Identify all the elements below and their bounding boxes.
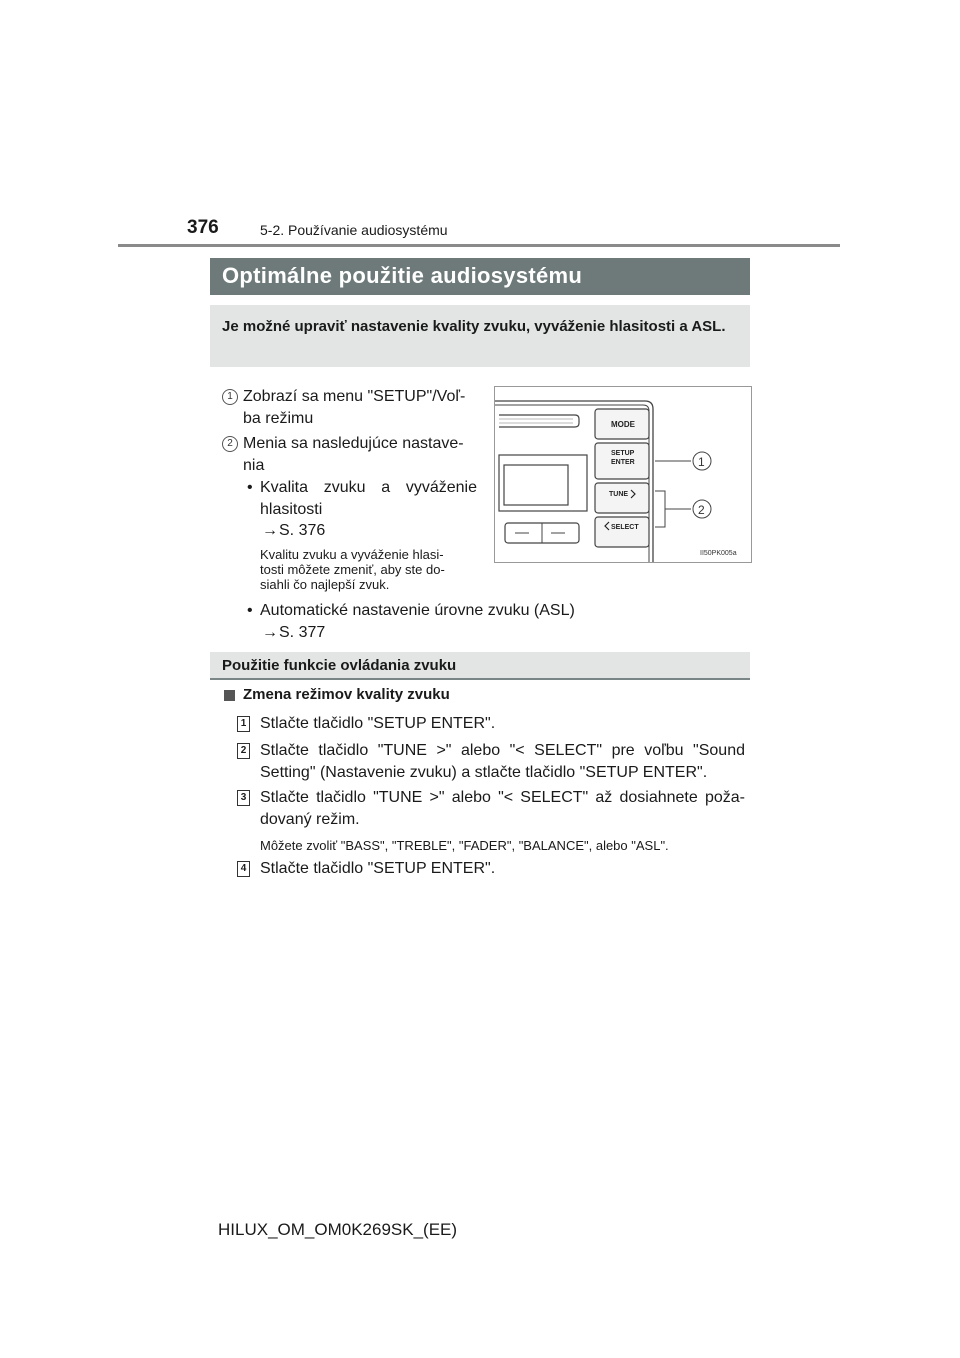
bullet-2-ref: S. 377 (279, 624, 326, 641)
bullet-dot: • (247, 602, 253, 619)
step-4-text: Stlačte tlačidlo "SETUP ENTER". (260, 860, 496, 877)
step-3-line2: dovaný režim. (260, 811, 360, 828)
mode-label: MODE (611, 420, 635, 429)
bullet-1-note-line3: siahli čo najlepší zvuk. (260, 577, 390, 592)
bullet-1-ref: S. 376 (279, 522, 326, 539)
intro-text: Je možné upraviť nastavenie kvality zvuku, vyváženie hlasitosti a ASL. (222, 318, 726, 335)
cd-slot (499, 415, 579, 427)
section-label: 5-2. Používanie audiosystému (260, 222, 448, 238)
audio-panel-figure (494, 386, 752, 563)
tune-label: TUNE (609, 491, 629, 498)
step-number-2: 2 (237, 743, 250, 759)
select-label: SELECT (611, 524, 639, 531)
arrow-icon: → (262, 624, 278, 641)
display-screen (504, 465, 568, 505)
bullet-1-line1: Kvalita zvuku a vyváženie (260, 479, 477, 496)
step-2-line1: Stlačte tlačidlo "TUNE >" alebo "< SELECT" pre voľbu "Sound (260, 742, 745, 759)
tune-button (595, 483, 649, 513)
document-code-footer: HILUX_OM_OM0K269SK_(EE) (218, 1220, 458, 1239)
subsection-title: Použitie funkcie ovládania zvuku (222, 657, 457, 674)
header-rule (118, 244, 840, 247)
step-1-text: Stlačte tlačidlo "SETUP ENTER". (260, 715, 496, 732)
bullet-dot: • (247, 479, 253, 496)
setup-label: SETUP (611, 450, 635, 457)
mode-heading: Zmena režimov kvality zvuku (243, 686, 450, 703)
select-button (595, 517, 649, 547)
callout-2-line1: Menia sa nasledujúce nastave- (243, 435, 464, 452)
figure-code: II50PK005a (700, 550, 737, 557)
callout-number-1: 1 (222, 389, 238, 405)
arrow-icon: → (262, 522, 278, 539)
svg-text:1: 1 (698, 455, 705, 469)
callout-1-line1: Zobrazí sa menu "SETUP"/Voľ- (243, 388, 466, 405)
enter-label: ENTER (611, 459, 635, 466)
bullet-1-note-line2: tosti môžete zmeniť, aby ste do- (260, 562, 445, 577)
bullet-2-line1: Automatické nastavenie úrovne zvuku (ASL) (260, 602, 575, 619)
callout-number-2: 2 (222, 436, 238, 452)
step-number-3: 3 (237, 790, 250, 806)
square-bullet-icon (224, 690, 235, 701)
step-3-line1: Stlačte tlačidlo "TUNE >" alebo "< SELECT" až dosiahnete poža- (260, 789, 745, 806)
audio-panel-illustration (495, 387, 751, 562)
bullet-1-line2: hlasitosti (260, 501, 323, 518)
page-number: 376 (187, 217, 219, 238)
step-2-line2: Setting" (Nastavenie zvuku) a stlačte tlačidlo "SETUP ENTER". (260, 764, 708, 781)
step-number-1: 1 (237, 716, 250, 732)
bullet-1-note-line1: Kvalitu zvuku a vyváženie hlasi- (260, 547, 444, 562)
step-number-4: 4 (237, 861, 250, 877)
callout-2-line2: nia (243, 457, 265, 474)
page-title: Optimálne použitie audiosystému (222, 263, 583, 288)
callout-1-line2: ba režimu (243, 410, 314, 427)
svg-text:2: 2 (698, 503, 705, 517)
step-3-note: Môžete zvoliť "BASS", "TREBLE", "FADER", "BALANCE", alebo "ASL". (260, 838, 669, 853)
